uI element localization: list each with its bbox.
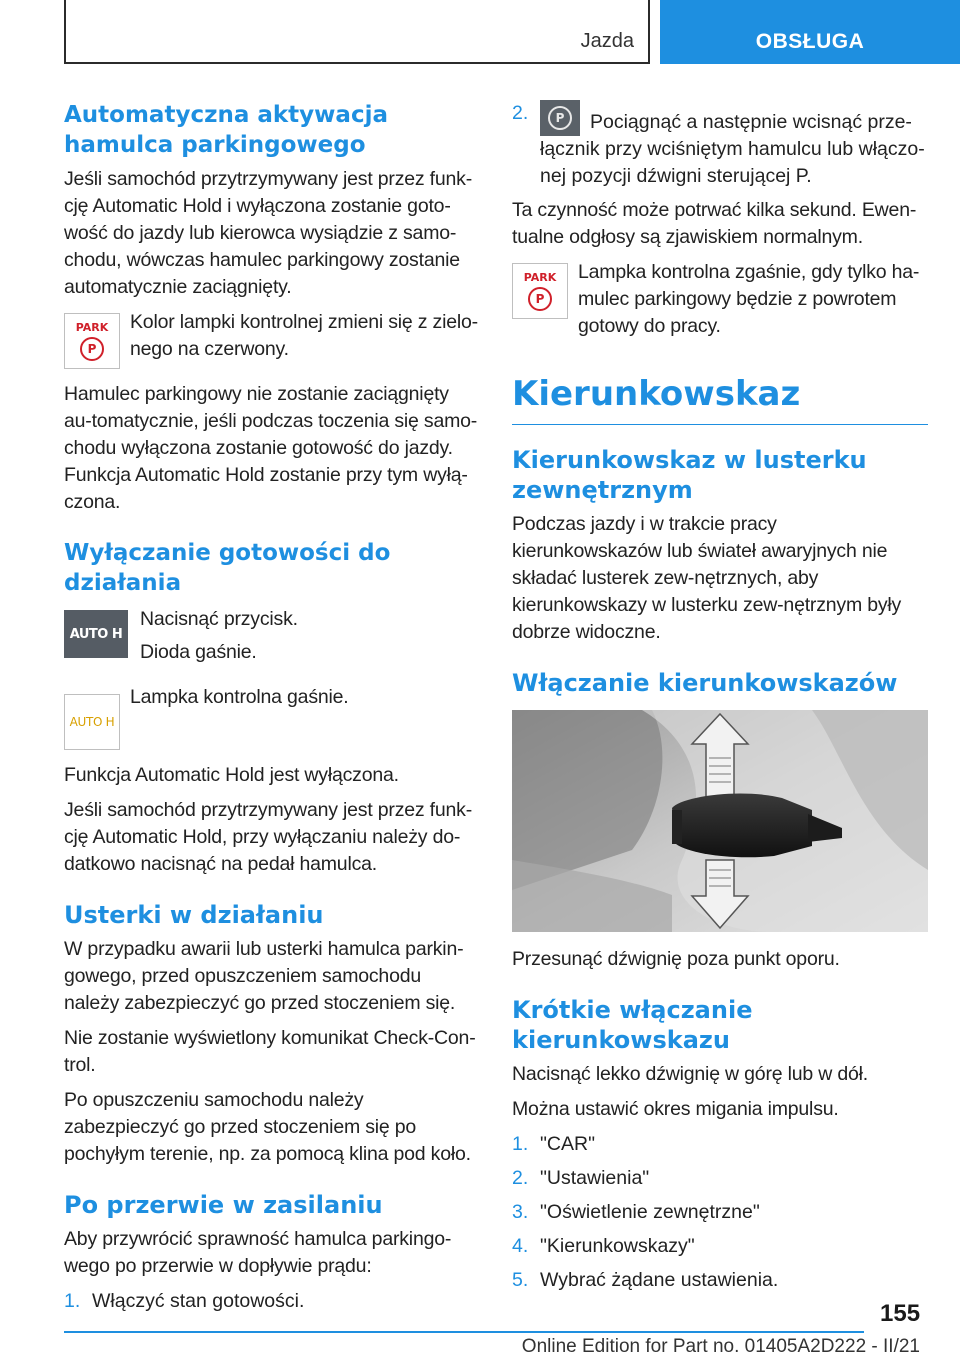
chapter-tab[interactable] (660, 0, 960, 64)
footer-divider (64, 1331, 864, 1333)
paragraph: Podczas jazdy i w trakcie pracy kierunkowskazów lub świateł awaryjnych nie składać lusterek zew-nętrznych, aby kierunkowskazy w lusterku zew-nętrznym były dobrze widoczne. (512, 513, 902, 643)
right-column (512, 100, 928, 1301)
heading-switch-off: Wyłączanie gotowości do działania (64, 540, 391, 596)
heading-power-loss: Po przerwie w zasilaniu (64, 1191, 383, 1219)
paragraph: Aby przywrócić sprawność hamulca parkingo-wego po przerwie w dopływie prądu: (64, 1228, 452, 1277)
paragraph: Nacisnąć przycisk. (140, 608, 298, 630)
heading-short-blink: Krótkie włączanie kierunkowskazu (512, 996, 753, 1054)
icon-row-autoh-button (64, 606, 480, 672)
list-item: 5. Wybrać żądane ustawienia. (512, 1269, 779, 1291)
parking-brake-switch-icon: P (540, 100, 580, 136)
auto-h-button-icon: AUTO H (64, 610, 128, 658)
section-title: Jazda (580, 30, 634, 52)
paragraph: W przypadku awarii lub usterki hamulca parkin-gowego, przed opuszczeniem samochodu należy zabezpieczyć go przed stoczeniem się. (64, 938, 464, 1014)
paragraph: Nacisnąć lekko dźwignię w górę lub w dół. (512, 1063, 868, 1085)
auto-h-lamp-icon: AUTO H (64, 694, 120, 750)
steps-list (64, 1288, 480, 1315)
list-item: 2. "Ustawienia" (512, 1167, 650, 1189)
paragraph: Funkcja Automatic Hold jest wyłączona. (64, 764, 399, 786)
chapter-title: OBSŁUGA (755, 30, 865, 53)
left-column (64, 100, 480, 1322)
footer-edition: Online Edition for Part no. 01405A2D222 - II/21 (521, 1336, 920, 1357)
chapter-heading-blinker: Kierunkowskaz (512, 372, 928, 425)
paragraph: Kolor lampki kontrolnej zmieni się z zielo-nego na czerwony. (130, 311, 478, 360)
steps-list-continued (512, 100, 928, 190)
paragraph: Lampka kontrolna zgaśnie, gdy tylko ha-mulec parkingowy będzie z powrotem gotowy do pracy. (578, 261, 920, 337)
page-number: 155 (880, 1300, 921, 1327)
list-item: 4. "Kierunkowskazy" (512, 1235, 695, 1257)
paragraph: Po opuszczeniu samochodu należy zabezpieczyć go przed stoczeniem się po pochyłym terenie, np. za pomocą klina pod koło. (64, 1089, 471, 1165)
paragraph: Dioda gaśnie. (140, 641, 257, 663)
paragraph: Hamulec parkingowy nie zostanie zaciągnięty au-tomatycznie, jeśli podczas toczenia się samo-chodu wyłączona zostanie gotowość do jazdy. Funkcja Automatic Hold zostanie przy tym wyłą-czona. (64, 383, 478, 513)
list-item: 1. "CAR" (512, 1133, 596, 1155)
list-item: 1. Włączyć stan gotowości. (64, 1290, 305, 1312)
header-frame (64, 0, 650, 64)
paragraph: Lampka kontrolna gaśnie. (130, 686, 349, 708)
turn-signal-lever-photo (512, 710, 928, 932)
list-item: 3. "Oświetlenie zewnętrzne" (512, 1201, 760, 1223)
icon-row-autoh-lamp (64, 684, 480, 750)
icon-row-park-ready (512, 259, 928, 346)
paragraph: Można ustawić okres migania impulsu. (512, 1098, 839, 1120)
settings-steps-list (512, 1131, 928, 1294)
paragraph: Nie zostanie wyświetlony komunikat Check-Con-trol. (64, 1027, 476, 1076)
paragraph: Jeśli samochód przytrzymywany jest przez funk-cję Automatic Hold i wyłączona zostanie goto-wość do jazdy lub kierowca wysiądzie z samo-chodu, wówczas hamulec parkingowy zostanie automatycznie zaciągnięty. (64, 168, 473, 298)
icon-row-park (64, 309, 480, 369)
heading-blinker-on: Włączanie kierunkowskazów (512, 669, 898, 697)
heading-mirror-blinker: Kierunkowskaz w lusterku zewnętrznym (512, 446, 867, 504)
park-warning-icon: PARK P (512, 263, 568, 319)
heading-auto-activation: Automatyczna aktywacja hamulca parkingowego (64, 102, 388, 158)
paragraph: Ta czynność może potrwać kilka sekund. Ewen-tualne odgłosy są zjawiskiem normalnym. (512, 199, 917, 248)
park-warning-icon: PARK P (64, 313, 120, 369)
paragraph: Jeśli samochód przytrzymywany jest przez funk-cję Automatic Hold, przy wyłączaniu należy do-datkowo nacisnąć na pedał hamulca. (64, 799, 473, 875)
paragraph: Przesunąć dźwignię poza punkt oporu. (512, 948, 840, 970)
list-item: 2. P Pociągnąć a następnie wcisnąć prze-łącznik przy wciśniętym hamulcu lub włączo-nej pozycji dźwigni sterującej P. (512, 102, 925, 187)
heading-faults: Usterki w działaniu (64, 901, 324, 929)
